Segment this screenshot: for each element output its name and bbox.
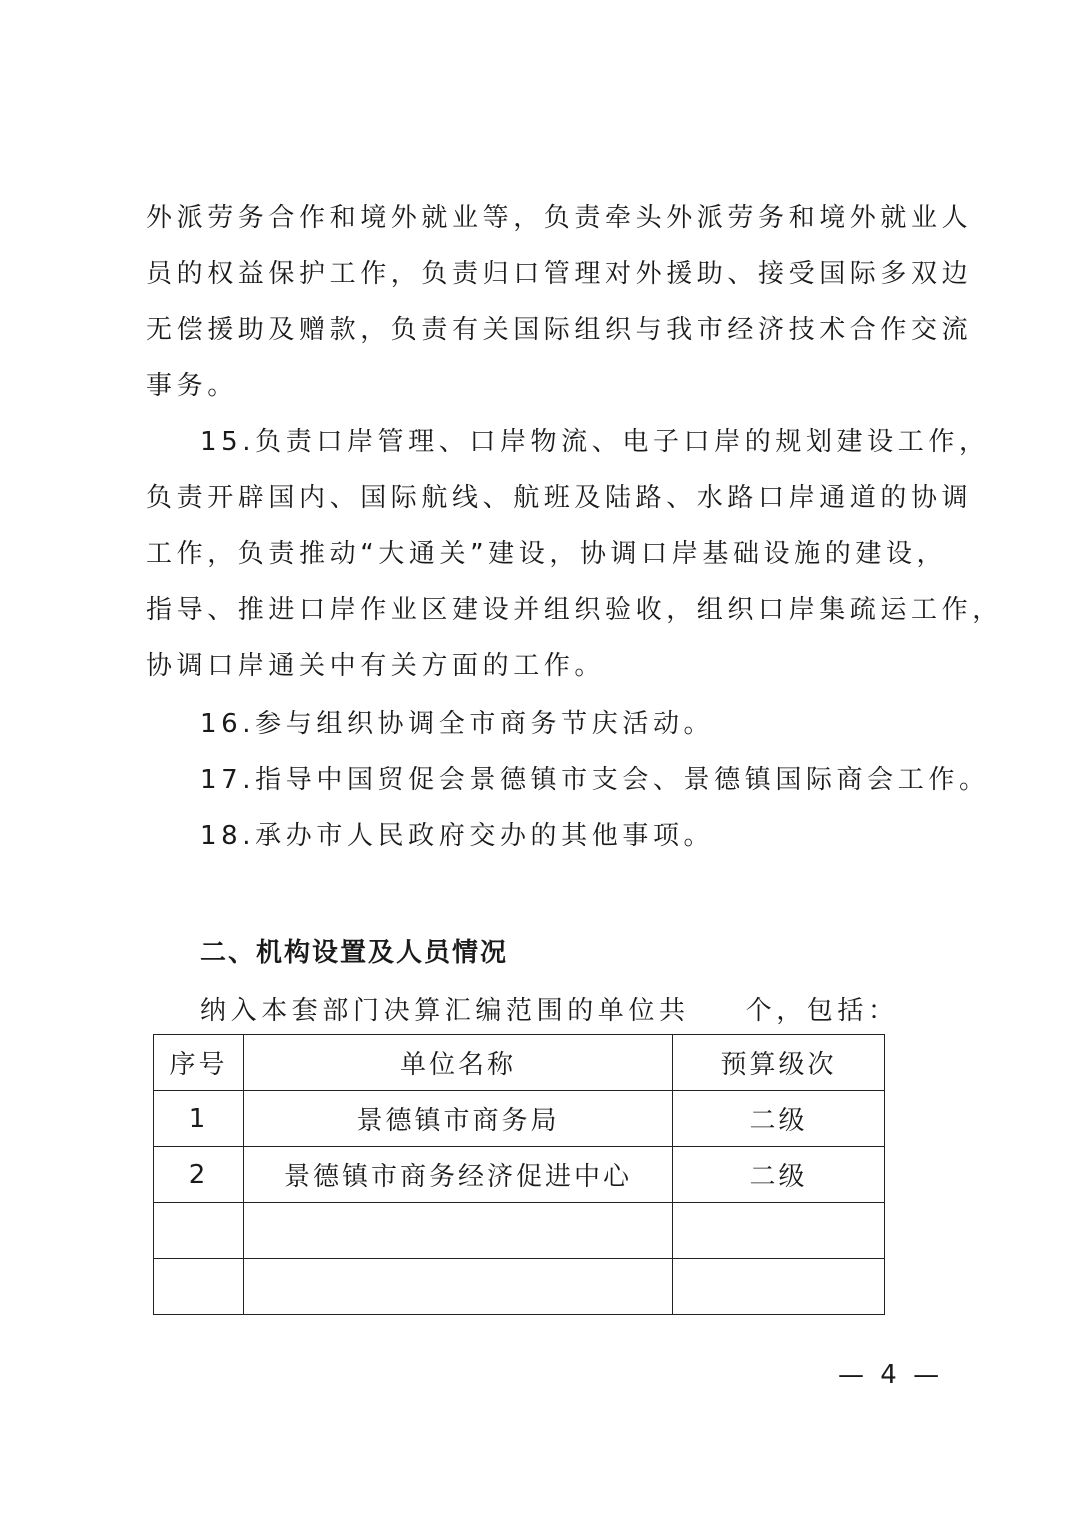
unit-table [153, 1034, 885, 1315]
paragraph-line: 员的权益保护工作，负责归口管理对外援助、接受国际多双边 [146, 259, 973, 289]
paragraph-item-18: 18.承办市人民政府交办的其他事项。 [200, 821, 715, 851]
paragraph-line: 无偿援助及赠款，负责有关国际组织与我市经济技术合作交流 [146, 315, 973, 345]
table-row [154, 1203, 885, 1259]
cell-index [154, 1259, 244, 1315]
cell-budget-level: 二级 [673, 1091, 885, 1147]
section-heading: 二、机构设置及人员情况 [200, 938, 509, 968]
header-unit-name: 单位名称 [244, 1035, 673, 1091]
paragraph-line: 外派劳务合作和境外就业等，负责牵头外派劳务和境外就业人 [146, 203, 973, 233]
paragraph-line: 负责开辟国内、国际航线、航班及陆路、水路口岸通道的协调 [146, 483, 973, 513]
cell-unit-name: 景德镇市商务局 [244, 1091, 673, 1147]
cell-budget-level [673, 1203, 885, 1259]
cell-index [154, 1203, 244, 1259]
cell-index: 1 [154, 1091, 244, 1147]
paragraph-line: 协调口岸通关中有关方面的工作。 [146, 651, 606, 681]
cell-index: 2 [154, 1147, 244, 1203]
cell-budget-level: 二级 [673, 1147, 885, 1203]
paragraph-item-17: 17.指导中国贸促会景德镇市支会、景德镇国际商会工作。 [200, 765, 990, 795]
header-budget-level: 预算级次 [673, 1035, 885, 1091]
header-index: 序号 [154, 1035, 244, 1091]
section-intro [200, 990, 899, 1027]
cell-unit-name [244, 1203, 673, 1259]
page-number: — 4 — [838, 1360, 944, 1390]
paragraph-line: 15.负责口岸管理、口岸物流、电子口岸的规划建设工作， [200, 427, 990, 457]
paragraph-item-16: 16.参与组织协调全市商务节庆活动。 [200, 709, 715, 739]
table-row [154, 1091, 885, 1147]
table-row [154, 1259, 885, 1315]
cell-unit-name [244, 1259, 673, 1315]
paragraph-line: 指导、推进口岸作业区建设并组织验收，组织口岸集疏运工作， [146, 595, 1003, 625]
table-header-row [154, 1035, 885, 1091]
cell-unit-name: 景德镇市商务经济促进中心 [244, 1147, 673, 1203]
paragraph-line: 工作，负责推动“大通关”建设，协调口岸基础设施的建设， [146, 539, 948, 569]
table-row [154, 1147, 885, 1203]
cell-budget-level [673, 1259, 885, 1315]
paragraph-line: 事务。 [146, 371, 238, 401]
intro-text-before: 纳入本套部门决算汇编范围的单位共 [200, 996, 690, 1026]
intro-text-after: 个，包括： [745, 996, 899, 1026]
